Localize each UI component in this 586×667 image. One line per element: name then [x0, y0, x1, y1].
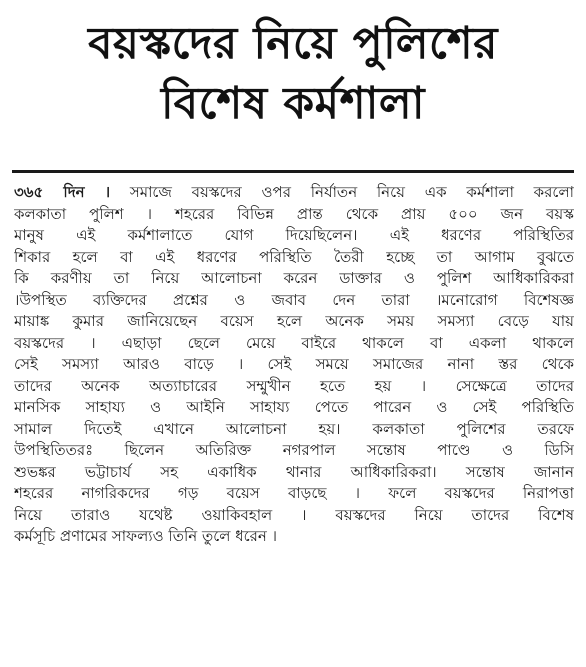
body-line: [14, 182, 574, 204]
body-line: কি করণীয় তা নিয়ে আলোচনা করেন ডাক্তার ও পুলিশ আধিকারিকরা: [14, 269, 574, 287]
dateline: ৩৬৫ দিন ।: [14, 183, 111, 201]
body-line: সামাল দিতেই এখানে আলোচনা হয়। কলকাতা পুলিশের তরফে: [14, 419, 574, 438]
body-line: মানুষ এই কর্মশালাতে যোগ দিয়েছিলেন। এই ধরণের পরিস্থিতির: [14, 226, 574, 244]
body-line: নিয়ে তারাও যথেষ্ট ওয়াকিবহাল । বয়স্কদের নিয়ে তাদের বিশেষ: [14, 505, 574, 524]
body-line: কলকাতা পুলিশ । শহরের বিভিন্ন প্রান্ত থেকে প্রায় ৫০০ জন বয়স্ক: [14, 204, 574, 223]
body-line: ।উপস্থিত ব্যক্তিদের প্রশ্নের ও জবাব দেন তারা ।মনোরোগ বিশেষজ্ঞ: [14, 290, 574, 309]
body-line: তাদের অনেক অত্যাচারের সম্মুখীন হতে হয় । সেক্ষেত্রে তাদের: [14, 376, 574, 395]
article-body: [14, 182, 574, 548]
body-line: শহরের নাগরিকদের গড় বয়েস বাড়ছে । ফলে বয়স্কদের নিরাপত্তা: [14, 484, 574, 502]
headline: [6, 14, 580, 134]
body-line-text: সমাজে বয়স্কদের ওপর নির্যাতন নিয়ে এক কর্মশালা করলো: [129, 183, 574, 201]
headline-line-1: বয়স্কদের নিয়ে পুলিশের: [88, 18, 498, 69]
headline-divider: [12, 170, 574, 173]
body-line: বয়স্কদের । এছাড়া ছেলে মেয়ে বাইরে থাকলে বা একলা থাকলে: [14, 333, 574, 352]
body-line: মায়াঙ্ক কুমার জানিয়েছেন বয়েস হলে অনেক সময় সমস্যা বেড়ে যায়: [14, 312, 574, 330]
headline-line-2: বিশেষ কর্মশালা: [161, 78, 425, 129]
body-line: শিকার হলে বা এই ধরণের পরিস্থিতি তৈরী হচ্ছে তা আগাম বুঝতে: [14, 247, 574, 266]
body-line: মানসিক সাহায্য ও আইনি সাহায্য পেতে পারেন ও সেই পরিস্থিতি: [14, 398, 574, 416]
body-line: উপস্থিতিতরঃ ছিলেন অতিরিক্ত নগরপাল সন্তোষ পাণ্ডে ও ডিসি: [14, 441, 574, 459]
body-line: কর্মসূচি প্রণামের সাফল্যও তিনি তুলে ধরেন ।: [14, 527, 277, 545]
body-line: শুভঙ্কর ভট্টাচার্য সহ একাধিক থানার আধিকারিকরা। সন্তোষ জানান: [14, 462, 574, 481]
body-line: সেই সমস্যা আরও বাড়ে । সেই সময়ে সমাজের নানা স্তর থেকে: [14, 355, 574, 373]
newspaper-clipping: [6, 6, 580, 661]
